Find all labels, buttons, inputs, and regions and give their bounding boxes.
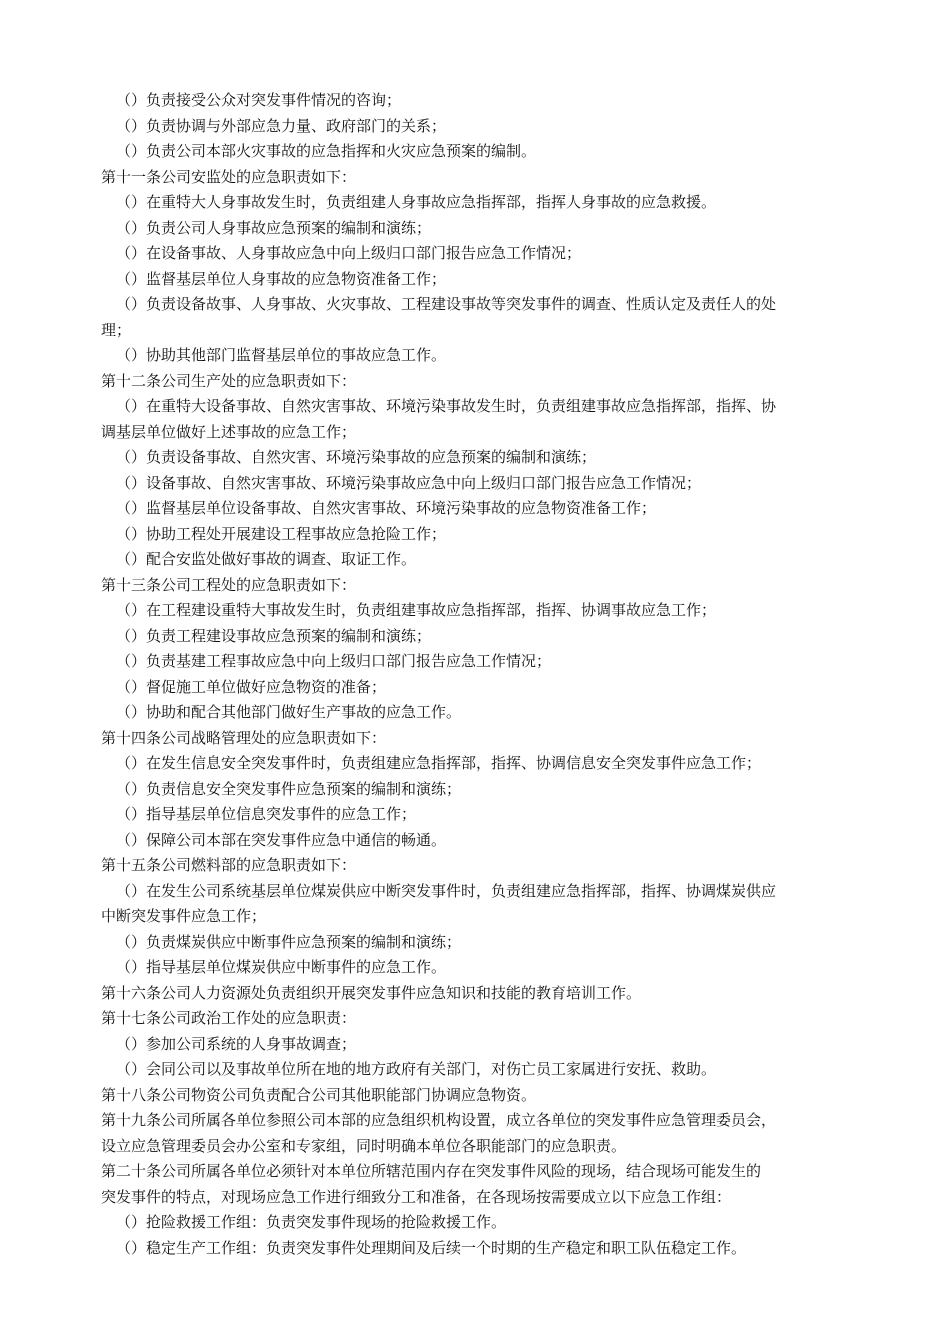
- list-item: （）抢险救援工作组：负责突发事件现场的抢险救援工作。: [116, 1213, 507, 1231]
- list-item: （）负责接受公众对突发事件情况的咨询；: [116, 91, 402, 109]
- list-item: （）参加公司系统的人身事故调查；: [116, 1034, 357, 1053]
- list-item: （）指导基层单位煤炭供应中断事件的应急工作。: [116, 958, 447, 976]
- list-item: （）保障公司本部在突发事件应急中通信的畅通。: [116, 830, 447, 849]
- list-item: （）协助工程处开展建设工程事故应急抢险工作；: [116, 524, 447, 543]
- list-item: （）负责信息安全突发事件应急预案的编制和演练；: [116, 779, 462, 798]
- list-item: （）在发生公司系统基层单位煤炭供应中断突发事件时，负责组建应急指挥部，指挥、协调煤炭供应: [116, 881, 777, 900]
- list-item: （）负责煤炭供应中断事件应急预案的编制和演练；: [116, 932, 462, 951]
- text-line: 设立应急管理委员会办公室和专家组，同时明确本单位各职能部门的应急职责。: [101, 1136, 627, 1155]
- list-item: （）负责工程建设事故应急预案的编制和演练；: [116, 626, 432, 645]
- text-line: 调基层单位做好上述事故的应急工作；: [101, 422, 357, 441]
- list-item: （）负责设备故事、人身事故、火灾事故、工程建设事故等突发事件的调查、性质认定及责任人的处: [116, 295, 777, 313]
- list-item: （）负责协调与外部应急力量、政府部门的关系；: [116, 116, 447, 135]
- article-heading: 第十四条公司战略管理处的应急职责如下：: [101, 728, 387, 747]
- list-item: （）负责设备事故、自然灾害、环境污染事故的应急预案的编制和演练；: [116, 448, 597, 466]
- list-item: （）在重特大设备事故、自然灾害事故、环境污染事故发生时，负责组建事故应急指挥部，指挥、协: [116, 397, 777, 415]
- list-item: （）配合安监处做好事故的调查、取证工作。: [116, 550, 417, 568]
- article-heading: 第十三条公司工程处的应急职责如下：: [101, 575, 357, 594]
- list-item: （）指导基层单位信息突发事件的应急工作；: [116, 805, 417, 823]
- text-line: 理；: [101, 320, 132, 339]
- list-item: （）协助和配合其他部门做好生产事故的应急工作。: [116, 703, 462, 721]
- list-item: （）协助其他部门监督基层单位的事故应急工作。: [116, 346, 447, 364]
- list-item: （）在工程建设重特大事故发生时，负责组建事故应急指挥部，指挥、协调事故应急工作；: [116, 601, 717, 619]
- list-item: （）稳定生产工作组：负责突发事件处理期间及后续一个时期的生产稳定和职工队伍稳定工作。: [116, 1238, 747, 1257]
- list-item: （）监督基层单位设备事故、自然灾害事故、环境污染事故的应急物资准备工作；: [116, 499, 657, 517]
- text-line: 中断突发事件应急工作；: [101, 907, 267, 925]
- article-heading: 第十一条公司安监处的应急职责如下：: [101, 167, 357, 186]
- article-heading: 第十二条公司生产处的应急职责如下：: [101, 371, 357, 390]
- list-item: （）负责基建工程事故应急中向上级归口部门报告应急工作情况；: [116, 652, 552, 670]
- list-item: （）设备事故、自然灾害事故、环境污染事故应急中向上级归口部门报告应急工作情况；: [116, 473, 702, 492]
- article-heading: 第十五条公司燃料部的应急职责如下：: [101, 856, 357, 874]
- article-heading: 第十八条公司物资公司负责配合公司其他职能部门协调应急物资。: [101, 1085, 537, 1104]
- text-line: 突发事件的特点，对现场应急工作进行细致分工和准备，在各现场按需要成立以下应急工作组：: [101, 1187, 732, 1206]
- article-heading: 第十七条公司政治工作处的应急职责：: [101, 1009, 357, 1027]
- list-item: （）负责公司人身事故应急预案的编制和演练；: [116, 218, 432, 237]
- list-item: （）监督基层单位人身事故的应急物资准备工作；: [116, 269, 447, 288]
- document-body: [101, 88, 861, 1261]
- article-heading: 第二十条公司所属各单位必须针对本单位所辖范围内存在突发事件风险的现场，结合现场可能发生的: [101, 1162, 762, 1180]
- list-item: （）在重特大人身事故发生时，负责组建人身事故应急指挥部，指挥人身事故的应急救援。: [116, 193, 717, 211]
- article-heading: 第十九条公司所属各单位参照公司本部的应急组织机构设置，成立各单位的突发事件应急管理委员会，: [101, 1111, 777, 1129]
- list-item: （）负责公司本部火灾事故的应急指挥和火灾应急预案的编制。: [116, 142, 537, 160]
- list-item: （）督促施工单位做好应急物资的准备；: [116, 677, 387, 696]
- list-item: （）在设备事故、人身事故应急中向上级归口部门报告应急工作情况；: [116, 244, 582, 262]
- list-item: （）会同公司以及事故单位所在地的地方政府有关部门，对伤亡员工家属进行安抚、救助。: [116, 1060, 717, 1078]
- article-heading: 第十六条公司人力资源处负责组织开展突发事件应急知识和技能的教育培训工作。: [101, 983, 642, 1002]
- list-item: （）在发生信息安全突发事件时，负责组建应急指挥部，指挥、协调信息安全突发事件应急工作；: [116, 754, 762, 772]
